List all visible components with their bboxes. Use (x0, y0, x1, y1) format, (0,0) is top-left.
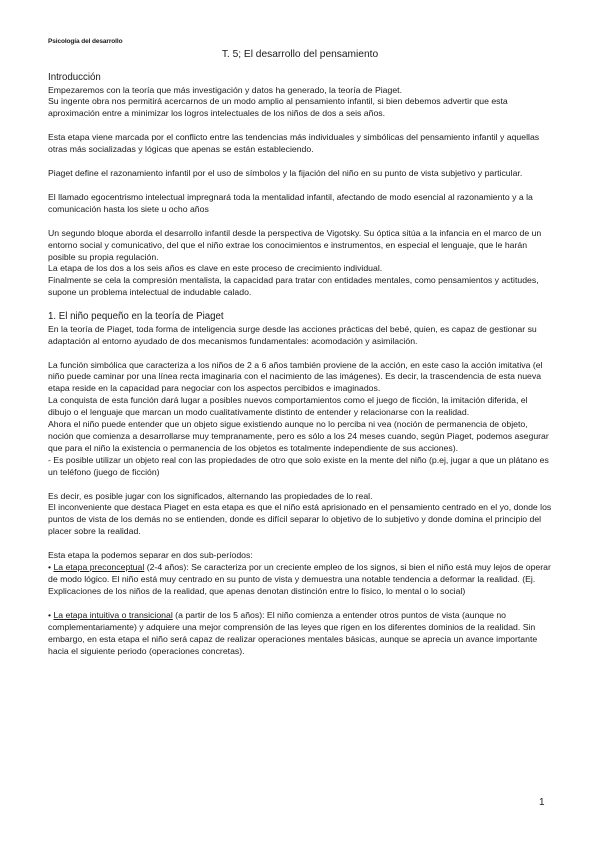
section-1-paragraph-8: Esta etapa la podemos separar en dos sub-períodos: (48, 550, 253, 561)
section-1-paragraph-2: La función simbólica que caracteriza a los niños de 2 a 6 años también proviene de la acción, en este caso la acción imitativa (el niño puede caminar por una línea recta imaginaria con el nacimiento de las imágenes). Es decir, la trascendencia de esta nueva etapa reside en la capacidad para negociar con los aspectos percibidos e imaginados. (48, 359, 543, 394)
bullet-marker: • (48, 609, 52, 620)
intro-paragraph-1: Empezaremos con la teoría que más investigación y datos ha generado, la teoría de Piaget. (48, 84, 402, 95)
section-1-paragraph-3: La conquista de esta función dará lugar a posibles nuevos comportamientos como el juego de ficción, la imitación diferida, el dibujo o el lenguaje que marcan un modo cualitativamente distinto de entender y relacionarse con la realidad. (48, 395, 528, 418)
bullet-preconceptual (48, 562, 553, 598)
document-body (48, 72, 553, 669)
page-number: 1 (539, 797, 545, 808)
intro-heading: Introducción (48, 72, 101, 83)
section-1-paragraph-1: En la teoría de Piaget, toda forma de inteligencia surge desde las acciones prácticas del bebé, quien, es capaz de gestionar su adaptación al entorno ayudado de dos mecanismos fundamentales: acomodación y asimilación. (48, 323, 537, 346)
bullet-intuitiva (48, 610, 553, 658)
intro-paragraph-3: Esta etapa viene marcada por el conflicto entre las tendencias más individuales y simbólicas del pensamiento infantil y aquellas otras más socializadas y lógicas que apenas se están estableciendo. (48, 132, 540, 155)
term-intuitiva: La etapa intuitiva o transicional (53, 609, 173, 620)
running-header: Psicología del desarrollo (48, 38, 123, 45)
term-preconceptual: La etapa preconceptual (53, 562, 145, 573)
intro-paragraph-5: El llamado egocentrismo intelectual impregnará toda la mentalidad infantil, afectando de modo esencial al razonamiento y a la comunicación hasta los siete u ocho años (48, 191, 533, 214)
section-1-paragraph-6: Es decir, es posible jugar con los significados, alternando las propiedades de lo real. (48, 490, 373, 501)
bullet-text: (a partir de los 5 años): El niño comienza a entender otros puntos de vista (aunque no complementariamente) y adquiere una mejor comprensión de las leyes que rigen en los diferentes dominios de la realidad. Sin embargo, en esta etapa el niño será capaz de realizar operaciones mentales básicas, aunque se aprecia un avance importante hacia el siguiente periodo (operaciones concretas). (48, 609, 538, 656)
section-1-heading: 1. El niño pequeño en la teoría de Piaget (48, 311, 224, 323)
intro-paragraph-2: Su ingente obra nos permitirá acercarnos de un modo amplio al pensamiento infantil, si bien debemos advertir que esta aproximación entre a minimizar los logros intelectuales de los niños de dos a seis años. (48, 96, 508, 119)
intro-paragraph-6: Un segundo bloque aborda el desarrollo infantil desde la perspectiva de Vigotsky. Su óptica sitúa a la infancia en el marco de un entorno social y comunicativo, del que el niño extrae los conocimientos e instrumentos, en especial el lenguaje, que le harán posible su propia regulación. (48, 227, 542, 262)
intro-paragraph-7: La etapa de los dos a los seis años es clave en este proceso de crecimiento individual. (48, 263, 383, 274)
bullet-text: (2-4 años): Se caracteriza por un creciente empleo de los signos, si bien el niño está muy lejos de operar de modo lógico. El niño está muy centrado en su punto de vista y demuestra una notable tendencia a deformar la realidad. (Ej. Explicaciones de los niños de la realidad, que apenas denotan distinción entre lo físico, lo mental o lo social) (48, 562, 551, 596)
intro-paragraph-4: Piaget define el razonamiento infantil por el uso de símbolos y la fijación del niño en su punto de vista subjetivo y particular. (48, 168, 523, 179)
intro-paragraph-8: Finalmente se cela la compresión mentalista, la capacidad para tratar con entidades mentales, como pensamientos y actitudes, supone un problema intelectual de indudable calado. (48, 275, 539, 298)
page-title: T. 5; El desarrollo del pensamiento (221, 49, 379, 60)
section-1-paragraph-4: Ahora el niño puede entender que un objeto sigue existiendo aunque no lo perciba ni vea (noción de permanencia de objeto, noción que comienza a desarrollarse muy tempranamente, pero es sólo a los 24 meses cuando, según Piaget, podemos asegurar que para el niño la existencia o permanencia de los objetos es totalmente independiente de sus acciones). (48, 419, 549, 453)
section-1-paragraph-5: - Es posible utilizar un objeto real con las propiedades de otro que solo existe en la mente del niño (p.ej, jugar a que un plátano es un teléfono (juego de ficción) (48, 454, 549, 477)
section-1-paragraph-7: El inconveniente que destaca Piaget en esta etapa es que el niño está aprisionado en el pensamiento centrado en el yo, donde los puntos de vista de los demás no se entienden, donde es difícil separar lo objetivo de lo subjetivo y donde domina el principio del placer sobre la realidad. (48, 502, 552, 537)
bullet-marker: • (48, 562, 52, 573)
